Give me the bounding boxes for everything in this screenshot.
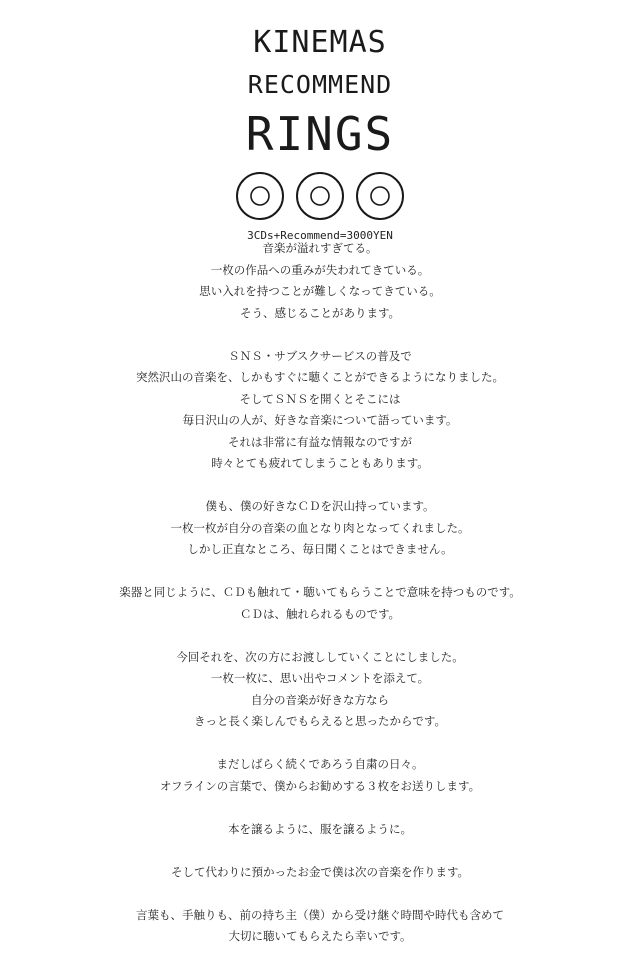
paragraph: [0, 346, 640, 475]
paragraph: [0, 862, 640, 884]
text-line: 今回それを、次の方にお渡ししていくことにしました。: [176, 649, 464, 664]
text-line: しかし正直なところ、毎日聞くことはできません。: [187, 542, 453, 556]
text-line: 思い入れを持つことが難しくなってきている。: [199, 284, 441, 298]
cd-disc-icon: [295, 171, 345, 221]
paragraph: [0, 238, 640, 324]
text-line: 大切に聴いてもらえたら幸いです。: [228, 929, 412, 943]
header: [0, 24, 640, 242]
text-line: 一枚一枚が自分の音楽の血となり肉となってくれました。: [170, 520, 470, 535]
text-line: そう、感じることがあります。: [239, 305, 401, 320]
text-line: きっと長く楽しんでもらえると思ったからです。: [194, 714, 446, 728]
text-line: 一枚の作品への重みが失われてきている。: [210, 262, 430, 277]
title-recommend: RECOMMEND: [247, 70, 393, 99]
title-kinemas: KINEMAS: [253, 25, 387, 60]
text-line: そして代わりに預かったお金で僕は次の音楽を作ります。: [170, 864, 470, 879]
text-line: 僕も、僕の好きなＣＤを沢山持っています。: [205, 499, 435, 513]
paragraph: [0, 647, 640, 733]
text-line: 突然沢山の音楽を、しかもすぐに聴くことができるようになりました。: [136, 370, 504, 384]
text-line: 言葉も、手触りも、前の持ち主（僕）から受け継ぐ時間や時代も含めて: [136, 907, 504, 922]
text-line: オフラインの言葉で、僕からお勧めする３枚をお送りします。: [159, 778, 481, 793]
message-body: [0, 238, 640, 969]
text-line: 音楽が溢れすぎてる。: [262, 241, 378, 255]
text-line: 楽器と同じように、ＣＤも触れて・聴いてもらうことで意味を持つものです。: [119, 585, 521, 599]
paragraph: [0, 582, 640, 625]
paragraph: [0, 754, 640, 797]
paragraph: [0, 496, 640, 561]
text-line: ＣＤは、触れられるものです。: [239, 606, 401, 621]
text-line: 本を譲るように、服を譲るように。: [228, 821, 412, 836]
text-line: 一枚一枚に、思い出やコメントを添えて。: [210, 671, 430, 685]
cd-disc-icon: [355, 171, 405, 221]
text-line: まだしばらく続くであろう自粛の日々。: [216, 757, 424, 771]
paragraph: [0, 905, 640, 948]
title-rings: RINGS: [245, 107, 395, 161]
text-line: そしてＳＮＳを開くとそこには: [239, 391, 401, 406]
text-line: 毎日沢山の人が、好きな音楽について語っています。: [182, 413, 458, 427]
disc-icons: [0, 171, 640, 221]
text-line: それは非常に有益な情報なのですが: [228, 434, 412, 449]
text-line: 時々とても疲れてしまうこともあります。: [211, 456, 429, 470]
price-line: 3CDs+Recommend=3000YEN: [247, 229, 393, 242]
text-line: ＳＮＳ・サブスクサービスの普及で: [228, 348, 412, 363]
cd-disc-icon: [235, 171, 285, 221]
paragraph: [0, 819, 640, 841]
text-line: 自分の音楽が好きな方なら: [251, 692, 389, 707]
